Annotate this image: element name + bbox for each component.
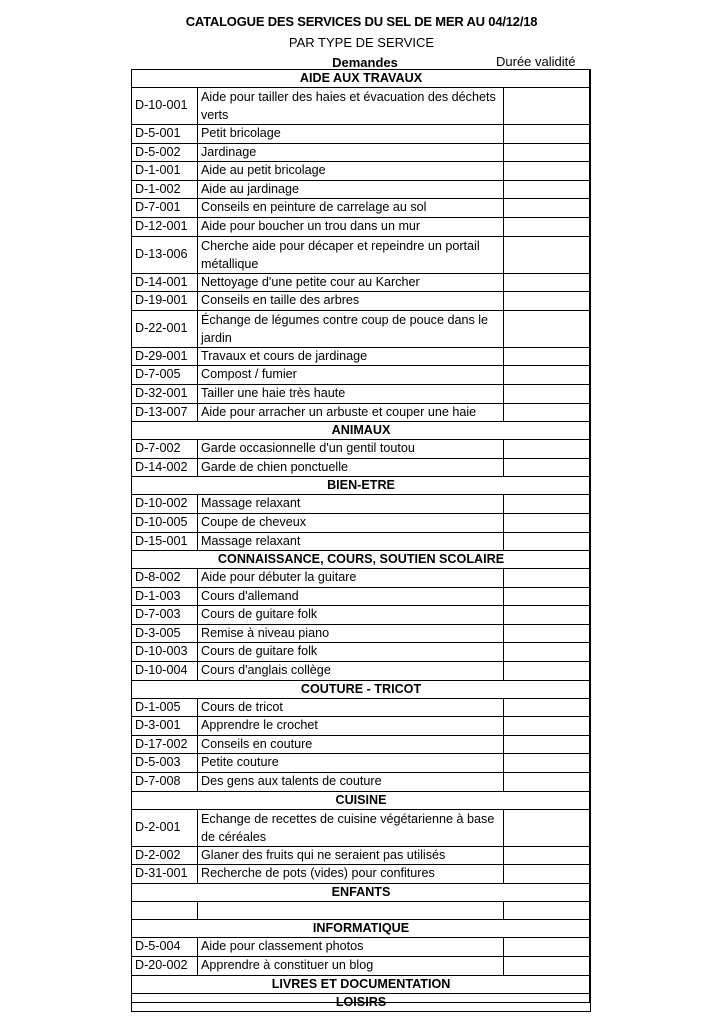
services-table-body (132, 70, 591, 1012)
validity-cell (504, 809, 591, 846)
service-code: D-10-004 (132, 662, 198, 681)
service-description: Compost / fumier (198, 366, 504, 385)
section-header-row (132, 70, 591, 88)
service-code: D-3-005 (132, 624, 198, 643)
section-header-row (132, 422, 591, 440)
table-row (132, 513, 591, 532)
service-code: D-5-001 (132, 125, 198, 144)
service-description: Petit bricolage (198, 125, 504, 144)
service-code: D-13-006 (132, 236, 198, 273)
service-description: Aide au petit bricolage (198, 162, 504, 181)
service-description: Tailler une haie très haute (198, 384, 504, 403)
section-header-row (132, 883, 591, 901)
service-description: Cours de tricot (198, 698, 504, 717)
service-description: Aide pour arracher un arbuste et couper une haie (198, 403, 504, 422)
service-description: Recherche de pots (vides) pour confitures (198, 865, 504, 884)
section-title: ENFANTS (132, 883, 591, 901)
table-row (132, 495, 591, 514)
validity-cell (504, 217, 591, 236)
table-row (132, 347, 591, 366)
table-row (132, 273, 591, 292)
validity-cell (504, 180, 591, 199)
validity-cell (504, 458, 591, 477)
service-description: Échange de légumes contre coup de pouce dans le jardin (198, 310, 504, 347)
service-code: D-14-001 (132, 273, 198, 292)
service-description: Massage relaxant (198, 532, 504, 551)
validity-cell (504, 754, 591, 773)
section-title: LIVRES ET DOCUMENTATION (132, 975, 591, 993)
table-row (132, 384, 591, 403)
service-code: D-22-001 (132, 310, 198, 347)
table-row (132, 569, 591, 588)
section-header-row (132, 477, 591, 495)
table-row (132, 717, 591, 736)
table-row (132, 180, 591, 199)
service-description: Nettoyage d'une petite cour au Karcher (198, 273, 504, 292)
section-title: COUTURE - TRICOT (132, 680, 591, 698)
table-row (132, 292, 591, 311)
table-row (132, 88, 591, 125)
service-description: Echange de recettes de cuisine végétarienne à base de céréales (198, 809, 504, 846)
service-description: Cours d'allemand (198, 587, 504, 606)
validity-cell (504, 88, 591, 125)
table-row (132, 403, 591, 422)
service-code: D-1-003 (132, 587, 198, 606)
service-description: Conseils en couture (198, 735, 504, 754)
service-description: Cours d'anglais collège (198, 662, 504, 681)
service-description: Aide pour boucher un trou dans un mur (198, 217, 504, 236)
validity-cell (504, 901, 591, 920)
service-code: D-31-001 (132, 865, 198, 884)
service-code: D-5-004 (132, 938, 198, 957)
table-row (132, 846, 591, 865)
service-description: Coupe de cheveux (198, 513, 504, 532)
section-title: LOISIRS (132, 993, 591, 1011)
validity-cell (504, 143, 591, 162)
validity-cell (504, 587, 591, 606)
service-description: Travaux et cours de jardinage (198, 347, 504, 366)
validity-cell (504, 569, 591, 588)
service-description: Des gens aux talents de couture (198, 773, 504, 792)
section-header-row (132, 791, 591, 809)
validity-cell (504, 773, 591, 792)
validity-cell (504, 643, 591, 662)
validity-cell (504, 957, 591, 976)
table-row (132, 624, 591, 643)
table-row (132, 957, 591, 976)
section-header-row (132, 680, 591, 698)
section-header-row (132, 975, 591, 993)
validity-cell (504, 865, 591, 884)
validity-cell (504, 938, 591, 957)
service-code: D-14-002 (132, 458, 198, 477)
service-description: Jardinage (198, 143, 504, 162)
validity-cell (504, 366, 591, 385)
column-header-duree: Durée validité (496, 54, 576, 69)
validity-cell (504, 273, 591, 292)
service-code: D-19-001 (132, 292, 198, 311)
section-title: CUISINE (132, 791, 591, 809)
service-code: D-7-002 (132, 440, 198, 459)
validity-cell (504, 403, 591, 422)
service-description: Aide pour tailler des haies et évacuation des déchets verts (198, 88, 504, 125)
table-row (132, 162, 591, 181)
service-code: D-10-003 (132, 643, 198, 662)
validity-cell (504, 292, 591, 311)
validity-cell (504, 532, 591, 551)
page-title: CATALOGUE DES SERVICES DU SEL DE MER AU 04/12/18 (185, 14, 538, 29)
validity-cell (504, 735, 591, 754)
table-row (132, 809, 591, 846)
service-description: Remise à niveau piano (198, 624, 504, 643)
service-code: D-3-001 (132, 717, 198, 736)
validity-cell (504, 347, 591, 366)
service-description: Cours de guitare folk (198, 606, 504, 625)
validity-cell (504, 236, 591, 273)
table-row (132, 773, 591, 792)
table-row (132, 310, 591, 347)
service-description: Cours de guitare folk (198, 643, 504, 662)
service-description: Garde de chien ponctuelle (198, 458, 504, 477)
table-row (132, 662, 591, 681)
service-description: Massage relaxant (198, 495, 504, 514)
table-row (132, 754, 591, 773)
service-description: Garde occasionnelle d'un gentil toutou (198, 440, 504, 459)
table-row (132, 606, 591, 625)
table-row (132, 735, 591, 754)
section-title: AIDE AUX TRAVAUX (132, 70, 591, 88)
section-header-row (132, 551, 591, 569)
service-description: Conseils en peinture de carrelage au sol (198, 199, 504, 218)
validity-cell (504, 698, 591, 717)
table-row (132, 125, 591, 144)
validity-cell (504, 125, 591, 144)
section-title: BIEN-ETRE (132, 477, 591, 495)
service-code: D-12-001 (132, 217, 198, 236)
service-code: D-7-001 (132, 199, 198, 218)
service-code: D-5-002 (132, 143, 198, 162)
table-row (132, 366, 591, 385)
service-code: D-20-002 (132, 957, 198, 976)
service-code: D-17-002 (132, 735, 198, 754)
table-row (132, 440, 591, 459)
service-code: D-1-002 (132, 180, 198, 199)
section-header-row (132, 993, 591, 1011)
table-row (132, 901, 591, 920)
service-code: D-1-005 (132, 698, 198, 717)
table-row (132, 458, 591, 477)
section-title: CONNAISSANCE, COURS, SOUTIEN SCOLAIRE (132, 551, 591, 569)
table-row (132, 865, 591, 884)
service-description: Aide pour débuter la guitare (198, 569, 504, 588)
table-row (132, 236, 591, 273)
service-description: Conseils en taille des arbres (198, 292, 504, 311)
validity-cell (504, 717, 591, 736)
validity-cell (504, 662, 591, 681)
service-description: Cherche aide pour décaper et repeindre un portail métallique (198, 236, 504, 273)
service-code: D-1-001 (132, 162, 198, 181)
service-description (198, 901, 504, 920)
service-description: Glaner des fruits qui ne seraient pas utilisés (198, 846, 504, 865)
validity-cell (504, 199, 591, 218)
table-row (132, 217, 591, 236)
service-code: D-7-003 (132, 606, 198, 625)
table-row (132, 643, 591, 662)
service-code: D-8-002 (132, 569, 198, 588)
services-table (131, 69, 591, 1012)
service-code (132, 901, 198, 920)
column-header-demandes: Demandes (332, 55, 398, 70)
table-row (132, 199, 591, 218)
service-code: D-32-001 (132, 384, 198, 403)
service-code: D-10-001 (132, 88, 198, 125)
service-code: D-7-005 (132, 366, 198, 385)
service-description: Aide au jardinage (198, 180, 504, 199)
validity-cell (504, 495, 591, 514)
service-code: D-29-001 (132, 347, 198, 366)
service-code: D-5-003 (132, 754, 198, 773)
service-code: D-13-007 (132, 403, 198, 422)
validity-cell (504, 513, 591, 532)
validity-cell (504, 162, 591, 181)
service-description: Apprendre le crochet (198, 717, 504, 736)
table-row (132, 587, 591, 606)
section-title: INFORMATIQUE (132, 920, 591, 938)
table-row (132, 143, 591, 162)
service-code: D-15-001 (132, 532, 198, 551)
service-code: D-7-008 (132, 773, 198, 792)
service-code: D-10-005 (132, 513, 198, 532)
service-code: D-2-002 (132, 846, 198, 865)
validity-cell (504, 440, 591, 459)
service-code: D-10-002 (132, 495, 198, 514)
validity-cell (504, 310, 591, 347)
table-row (132, 532, 591, 551)
page-subtitle: PAR TYPE DE SERVICE (288, 35, 435, 50)
validity-cell (504, 846, 591, 865)
validity-cell (504, 384, 591, 403)
service-description: Aide pour classement photos (198, 938, 504, 957)
service-code: D-2-001 (132, 809, 198, 846)
service-description: Petite couture (198, 754, 504, 773)
service-description: Apprendre à constituer un blog (198, 957, 504, 976)
table-row (132, 698, 591, 717)
section-title: ANIMAUX (132, 422, 591, 440)
table-row (132, 938, 591, 957)
section-header-row (132, 920, 591, 938)
validity-cell (504, 606, 591, 625)
validity-cell (504, 624, 591, 643)
